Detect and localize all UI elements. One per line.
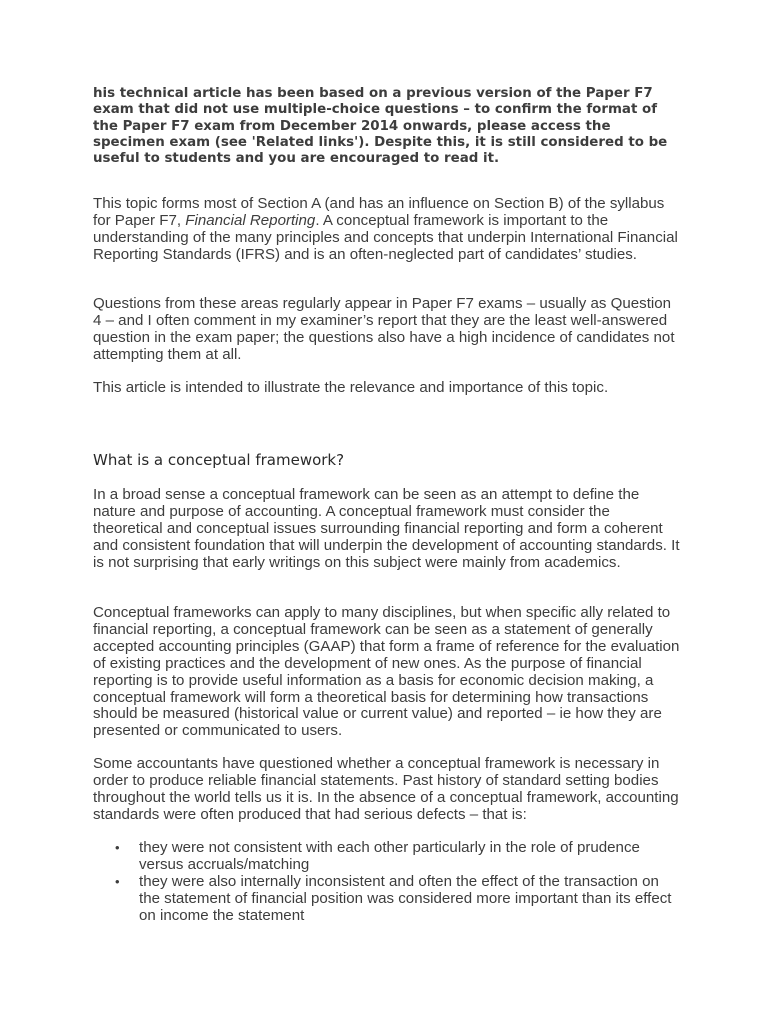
paragraph-article-intent: This article is intended to illustrate the relevance and importance of this topic. — [93, 379, 609, 396]
paragraph-necessity: Some accountants have questioned whether a conceptual framework is necessary in order to produce reliable financial statements. Past history of standard setting bodies throughout the world tells us it is. In the absence of a conceptual framework, accounting standards were often produced that had serious defects – that is: — [93, 755, 679, 823]
paragraph-exam-questions: Questions from these areas regularly appear in Paper F7 exams – usually as Question 4 – and I often comment in my examiner’s report that they are the least well-answered question in the exam paper; the questions also have a high incidence of candidates not attempting them at all. — [93, 295, 675, 363]
paragraph-broad-sense: In a broad sense a conceptual framework can be seen as an attempt to define the nature and purpose of accounting. A conceptual framework must consider the theoretical and conceptual issues surrounding financial reporting and form a coherent and consistent foundation that will underpin the development of accounting standards. It is not surprising that early writings on this subject were mainly from academics. — [93, 486, 680, 571]
paragraph-syllabus-text-end: . A conceptual framework is important to the understanding of the many principles and concepts that underpin International Financial Reporting Standards (IFRS) and is an often-neglected part of candidates’ studies. — [93, 211, 678, 263]
intro-note: his technical article has been based on a previous version of the Paper F7 exam that did not use multiple-choice questions – to confirm the format of the Paper F7 exam from December 2014 onwards, please access the specimen exam (see 'Related links'). Despite this, it is still considered to be useful to students and you are encouraged to read it. — [93, 86, 668, 167]
paragraph-syllabus — [93, 196, 683, 264]
defects-list — [93, 840, 683, 925]
list-item — [93, 840, 683, 874]
list-item — [93, 874, 683, 925]
bullet-icon: • — [115, 873, 120, 889]
paragraph-syllabus-text: This topic forms most of Section A (and has an influence on Section B) of the syllabus for Paper F7, — [93, 195, 665, 229]
section-heading: What is a conceptual framework? — [93, 451, 345, 469]
paper-title: Financial Reporting — [185, 211, 316, 229]
list-item-text: they were also internally inconsistent and often the effect of the transaction on the statement of financial position was considered more important than its effect on income the statement — [139, 872, 672, 924]
paragraph-disciplines: Conceptual frameworks can apply to many disciplines, but when specific ally related to financial reporting, a conceptual framework can be seen as a statement of generally accepted accounting principles (GAAP) that form a frame of reference for the evaluation of existing practices and the development of new ones. As the purpose of financial reporting is to provide useful information as a basis for economic decision making, a conceptual framework will form a theoretical basis for determining how transactions should be measured (historical value or current value) and reported – ie how they are presented or communicated to users. — [93, 604, 680, 740]
list-item-text: they were not consistent with each other particularly in the role of prudence versus accruals/matching — [139, 839, 640, 873]
bullet-icon: • — [115, 840, 120, 855]
